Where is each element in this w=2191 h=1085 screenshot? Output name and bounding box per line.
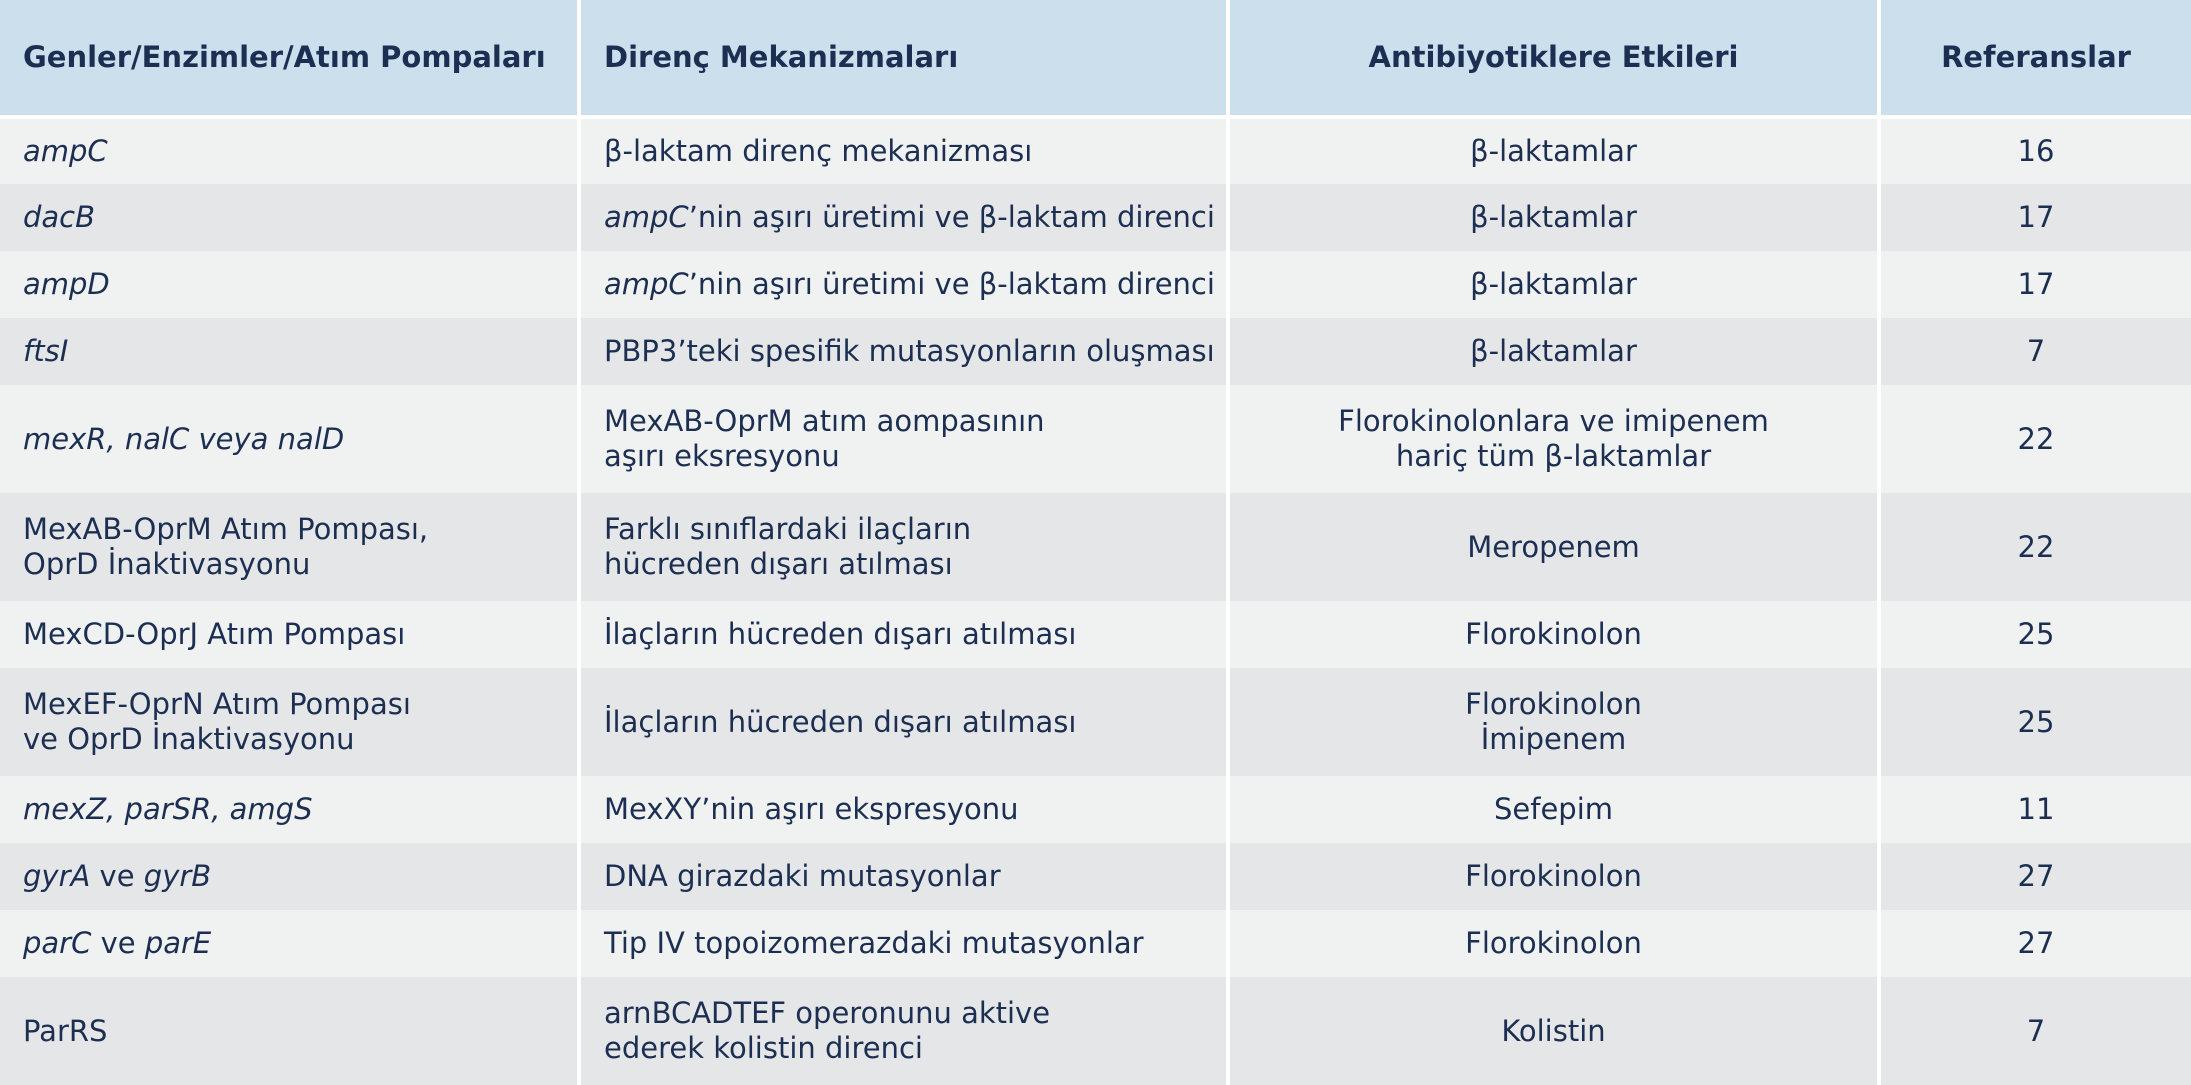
gene-text: MexCD-OprJ Atım Pompası (23, 617, 406, 651)
gene-text: ve OprD İnaktivasyonu (23, 722, 355, 756)
effect-cell (1228, 977, 1879, 1085)
mechanism-line (604, 996, 1226, 1031)
effect-line: Florokinolon (1465, 687, 1642, 721)
gene-cell (0, 385, 579, 493)
gene-text: dacB (23, 200, 96, 234)
table-row (0, 843, 2191, 910)
table-row (0, 776, 2191, 843)
mechanism-text: ampC (604, 200, 689, 234)
gene-text: ampD (23, 267, 110, 301)
reference-cell: 7 (1879, 318, 2191, 385)
table-row (0, 385, 2191, 493)
reference-cell: 17 (1879, 251, 2191, 318)
mechanism-cell (579, 385, 1228, 493)
reference-cell: 22 (1879, 385, 2191, 493)
effect-line: Sefepim (1493, 792, 1614, 826)
mechanism-line (604, 547, 1226, 582)
gene-text: gyrB (143, 859, 212, 893)
mechanism-text: hücreden dışarı atılması (604, 547, 953, 581)
table-row (0, 184, 2191, 251)
gene-line (23, 512, 577, 547)
mechanism-text: ’nin aşırı üretimi ve β-laktam direnci (688, 200, 1215, 234)
mechanism-cell (579, 251, 1228, 318)
mechanism-text: aşırı eksresyonu (604, 439, 840, 473)
gene-cell (0, 601, 579, 668)
gene-text: MexEF-OprN Atım Pompası (23, 687, 411, 721)
table-row (0, 251, 2191, 318)
header-row (0, 0, 2191, 117)
gene-line (23, 267, 577, 302)
gene-text: parE (144, 926, 212, 960)
effect-cell (1228, 117, 1879, 184)
effect-cell (1228, 601, 1879, 668)
mechanism-text: ’nin aşırı üretimi ve β-laktam direnci (688, 267, 1215, 301)
table-row (0, 977, 2191, 1085)
reference-cell: 7 (1879, 977, 2191, 1085)
mechanism-line (604, 134, 1226, 169)
effect-line: Florokinolonlara ve imipenem (1338, 404, 1769, 438)
mechanism-line (604, 439, 1226, 474)
table-row (0, 601, 2191, 668)
reference-cell: 17 (1879, 184, 2191, 251)
gene-line (23, 1014, 577, 1049)
header-references: Referanslar (1879, 0, 2191, 117)
gene-line (23, 334, 577, 369)
effect-line: Florokinolon (1465, 617, 1642, 651)
mechanism-cell (579, 977, 1228, 1085)
reference-cell: 27 (1879, 843, 2191, 910)
effect-line: hariç tüm β-laktamlar (1395, 439, 1712, 473)
mechanism-line (604, 859, 1226, 894)
mechanism-text: MexAB-OprM atım aompasının (604, 404, 1045, 438)
gene-cell (0, 776, 579, 843)
mechanism-line (604, 404, 1226, 439)
reference-cell: 27 (1879, 910, 2191, 977)
effect-line: İmipenem (1480, 722, 1627, 756)
gene-text: ve (90, 859, 144, 893)
reference-cell: 11 (1879, 776, 2191, 843)
reference-cell: 25 (1879, 601, 2191, 668)
mechanism-text: Farklı sınıflardaki ilaçların (604, 512, 972, 546)
mechanism-line (604, 334, 1226, 369)
reference-cell: 22 (1879, 493, 2191, 601)
mechanism-text: DNA girazdaki mutasyonlar (604, 859, 1001, 893)
effect-cell (1228, 251, 1879, 318)
mechanism-text: PBP3’teki spesifik mutasyonların oluşması (604, 334, 1215, 368)
header-effects: Antibiyotiklere Etkileri (1228, 0, 1879, 117)
gene-line (23, 134, 577, 169)
gene-line (23, 687, 577, 722)
mechanism-text: İlaçların hücreden dışarı atılması (604, 704, 1077, 739)
gene-text: mexR, nalC veya nalD (23, 421, 345, 456)
effect-line: β-laktamlar (1470, 200, 1637, 234)
effect-cell (1228, 910, 1879, 977)
gene-cell (0, 117, 579, 184)
mechanism-line (604, 200, 1226, 235)
header-genes: Genler/Enzimler/Atım Pompaları (0, 0, 579, 117)
mechanism-line (604, 1031, 1226, 1066)
table-row (0, 117, 2191, 184)
effect-cell (1228, 668, 1879, 776)
mechanism-cell (579, 910, 1228, 977)
mechanism-cell (579, 318, 1228, 385)
effect-cell (1228, 184, 1879, 251)
table-body (0, 117, 2191, 1085)
effect-line: β-laktamlar (1470, 134, 1637, 168)
mechanism-text: arnBCADTEF operonunu aktive (604, 996, 1051, 1030)
gene-cell (0, 251, 579, 318)
mechanism-text: MexXY’nin aşırı ekspresyonu (604, 792, 1019, 826)
effect-cell (1228, 385, 1879, 493)
effect-line: Florokinolon (1465, 859, 1642, 893)
mechanism-line (604, 512, 1226, 547)
mechanism-cell (579, 117, 1228, 184)
effect-cell (1228, 318, 1879, 385)
mechanism-text: β-laktam direnç mekanizması (604, 134, 1033, 168)
effect-cell (1228, 493, 1879, 601)
effect-line: Meropenem (1467, 529, 1640, 564)
table-row (0, 668, 2191, 776)
gene-cell (0, 318, 579, 385)
gene-line (23, 792, 577, 827)
effect-line: β-laktamlar (1470, 267, 1637, 301)
table-row (0, 910, 2191, 977)
mechanism-cell (579, 843, 1228, 910)
effect-line: Florokinolon (1465, 926, 1642, 960)
mechanism-text: İlaçların hücreden dışarı atılması (604, 617, 1077, 651)
gene-text: ampC (23, 134, 108, 168)
gene-line (23, 859, 577, 894)
effect-cell (1228, 776, 1879, 843)
gene-line (23, 200, 577, 235)
gene-cell (0, 910, 579, 977)
gene-line (23, 422, 577, 457)
mechanism-cell (579, 668, 1228, 776)
mechanism-cell (579, 776, 1228, 843)
mechanism-cell (579, 601, 1228, 668)
gene-cell (0, 184, 579, 251)
mechanism-text: ampC (604, 267, 689, 301)
gene-text: MexAB-OprM Atım Pompası, (23, 512, 429, 546)
gene-text: ftsI (23, 334, 69, 368)
mechanism-text: Tip IV topoizomerazdaki mutasyonlar (604, 926, 1144, 960)
mechanism-line (604, 926, 1226, 961)
effect-cell (1228, 843, 1879, 910)
gene-text: ParRS (23, 1013, 108, 1048)
reference-cell: 16 (1879, 117, 2191, 184)
effect-line: β-laktamlar (1470, 334, 1637, 368)
table-row (0, 493, 2191, 601)
mechanism-line (604, 267, 1226, 302)
table-header (0, 0, 2191, 117)
table-row (0, 318, 2191, 385)
mechanism-cell (579, 184, 1228, 251)
mechanism-line (604, 792, 1226, 827)
gene-text: OprD İnaktivasyonu (23, 547, 311, 581)
gene-cell (0, 493, 579, 601)
gene-text: parC (23, 926, 92, 960)
gene-cell (0, 843, 579, 910)
gene-line (23, 926, 577, 961)
effect-line: Kolistin (1501, 1013, 1606, 1048)
gene-line (23, 547, 577, 582)
reference-cell: 25 (1879, 668, 2191, 776)
mechanism-cell (579, 493, 1228, 601)
gene-text: gyrA (23, 859, 91, 893)
header-mechanisms: Direnç Mekanizmaları (579, 0, 1228, 117)
gene-text: mexZ, parSR, amgS (23, 792, 313, 826)
mechanism-text: ederek kolistin direnci (604, 1031, 923, 1065)
mechanism-line (604, 705, 1226, 740)
gene-line (23, 617, 577, 652)
gene-line (23, 722, 577, 757)
mechanism-line (604, 617, 1226, 652)
gene-cell (0, 977, 579, 1085)
gene-text: ve (91, 926, 145, 960)
gene-cell (0, 668, 579, 776)
